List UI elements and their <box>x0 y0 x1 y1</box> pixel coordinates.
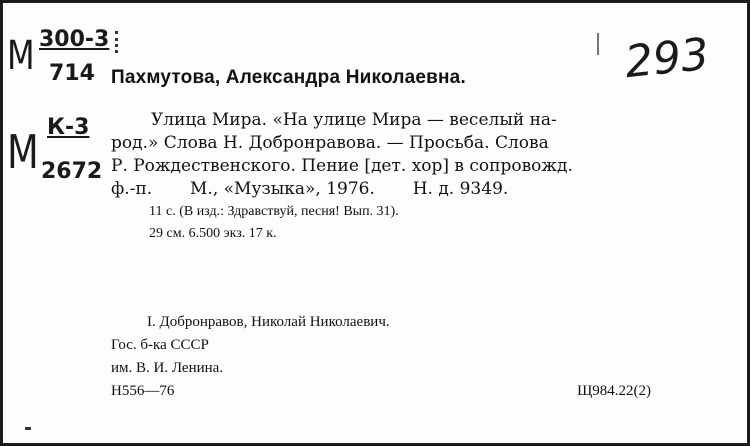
description-block <box>111 109 647 201</box>
call-number-bottom-1: 714 <box>49 61 95 86</box>
call-letter-2: М <box>7 125 39 179</box>
catalog-card <box>2 2 748 444</box>
description-line: ф.-п. М., «Музыка», 1976. Н. д. 9349. <box>111 179 509 199</box>
call-number-top-2: К-3 <box>47 115 90 140</box>
physical-line: 29 см. 6.500 экз. 17 к. <box>149 226 277 241</box>
handwritten-number: 293 <box>622 28 712 89</box>
classification-code: Щ984.22(2) <box>577 383 651 399</box>
added-entry: I. Добронравов, Николай Николаевич. <box>147 314 390 330</box>
corner-mark <box>25 427 31 430</box>
colon-mark <box>115 31 121 53</box>
call-letter-1: М <box>7 33 35 79</box>
card-number: Н556—76 <box>111 383 175 399</box>
description-line: Р. Рождественского. Пение [дет. хор] в сопровожд. <box>111 156 573 176</box>
library-line: Гос. б-ка СССР <box>111 337 209 353</box>
call-number-top-1: 300-3 <box>39 27 110 52</box>
card-footer <box>111 380 651 403</box>
library-line: им. В. И. Ленина. <box>111 360 224 376</box>
pencil-tick-mark <box>597 33 599 55</box>
call-number-bottom-2: 2672 <box>41 159 103 184</box>
author-heading: Пахмутова, Александра Николаевна. <box>111 67 466 88</box>
description-line: род.» Слова Н. Добронравова. — Просьба. Слова <box>111 133 549 153</box>
physical-description <box>149 201 399 245</box>
physical-line: 11 с. (В изд.: Здравствуй, песня! Вып. 31). <box>149 204 399 219</box>
description-line: Улица Мира. «На улице Мира — веселый на- <box>151 110 557 130</box>
index-block <box>111 311 651 403</box>
